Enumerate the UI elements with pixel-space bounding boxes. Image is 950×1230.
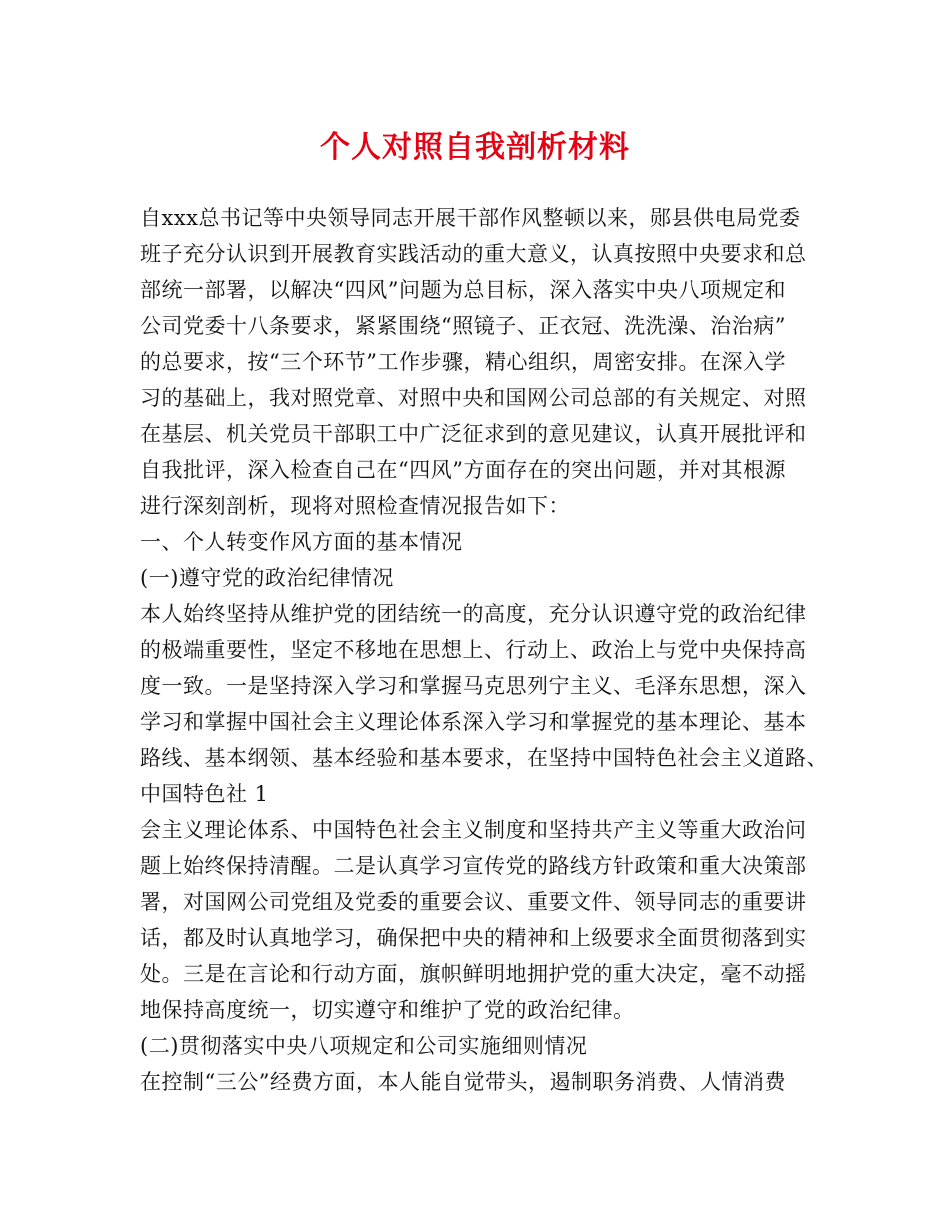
text-line: 会主义理论体系、中国特色社会主义制度和坚持共产主义等重大政治问 — [140, 818, 807, 842]
text-line: 学习和掌握中国社会主义理论体系深入学习和掌握党的基本理论、基本 — [140, 710, 807, 734]
text-line: 地保持高度统一，切实遵守和维护了党的政治纪律。 — [140, 998, 635, 1022]
text-line: 在基层、机关党员干部职工中广泛征求到的意见建议，认真开展批评和 — [140, 422, 807, 446]
text-line: 路线、基本纲领、基本经验和基本要求，在坚持中国特色社会主义道路、 — [140, 746, 828, 770]
text-line: 在控制“三公”经费方面，本人能自觉带头，遏制职务消费、人情消费 — [140, 1070, 786, 1094]
text-line: 部统一部署，以解决“四风”问题为总目标，深入落实中央八项规定和 — [140, 278, 786, 302]
text-line: 进行深刻剖析，现将对照检查情况报告如下： — [140, 494, 570, 518]
document-title: 个人对照自我剖析材料 — [320, 130, 630, 165]
text-line: 公司党委十八条要求，紧紧围绕“照镜子、正衣冠、洗洗澡、治治病” — [140, 314, 786, 338]
text-line: 话，都及时认真地学习，确保把中央的精神和上级要求全面贯彻落到实 — [140, 926, 807, 950]
subsection-heading: (二)贯彻落实中央八项规定和公司实施细则情况 — [140, 1034, 588, 1058]
text-line: 的极端重要性，坚定不移地在思想上、行动上、政治上与党中央保持高 — [140, 638, 807, 662]
text-line: 题上始终保持清醒。二是认真学习宣传党的路线方针政策和重大决策部 — [140, 854, 807, 878]
subsection-heading: (一)遵守党的政治纪律情况 — [140, 566, 394, 590]
text-line: 的总要求，按“三个环节”工作步骤，精心组织，周密安排。在深入学 — [140, 350, 786, 374]
text-line: 度一致。一是坚持深入学习和掌握马克思列宁主义、毛泽东思想，深入 — [140, 674, 807, 698]
text-line: 署，对国网公司党组及党委的重要会议、重要文件、领导同志的重要讲 — [140, 890, 807, 914]
section-heading: 一、个人转变作风方面的基本情况 — [140, 530, 463, 554]
text-line: 习的基础上，我对照党章、对照中央和国网公司总部的有关规定、对照 — [140, 386, 807, 410]
text-line: 班子充分认识到开展教育实践活动的重大意义，认真按照中央要求和总 — [140, 242, 807, 266]
text-line: 自xxx总书记等中央领导同志开展干部作风整顿以来，郧县供电局党委 — [140, 206, 801, 230]
text-line-with-page-number: 中国特色社 1 — [140, 782, 269, 806]
text-line: 本人始终坚持从维护党的团结统一的高度，充分认识遵守党的政治纪律 — [140, 602, 807, 626]
text-line: 处。三是在言论和行动方面，旗帜鲜明地拥护党的重大决定，毫不动摇 — [140, 962, 807, 986]
text-line: 自我批评，深入检查自己在“四风”方面存在的突出问题，并对其根源 — [140, 458, 786, 482]
document-body — [140, 200, 830, 1100]
